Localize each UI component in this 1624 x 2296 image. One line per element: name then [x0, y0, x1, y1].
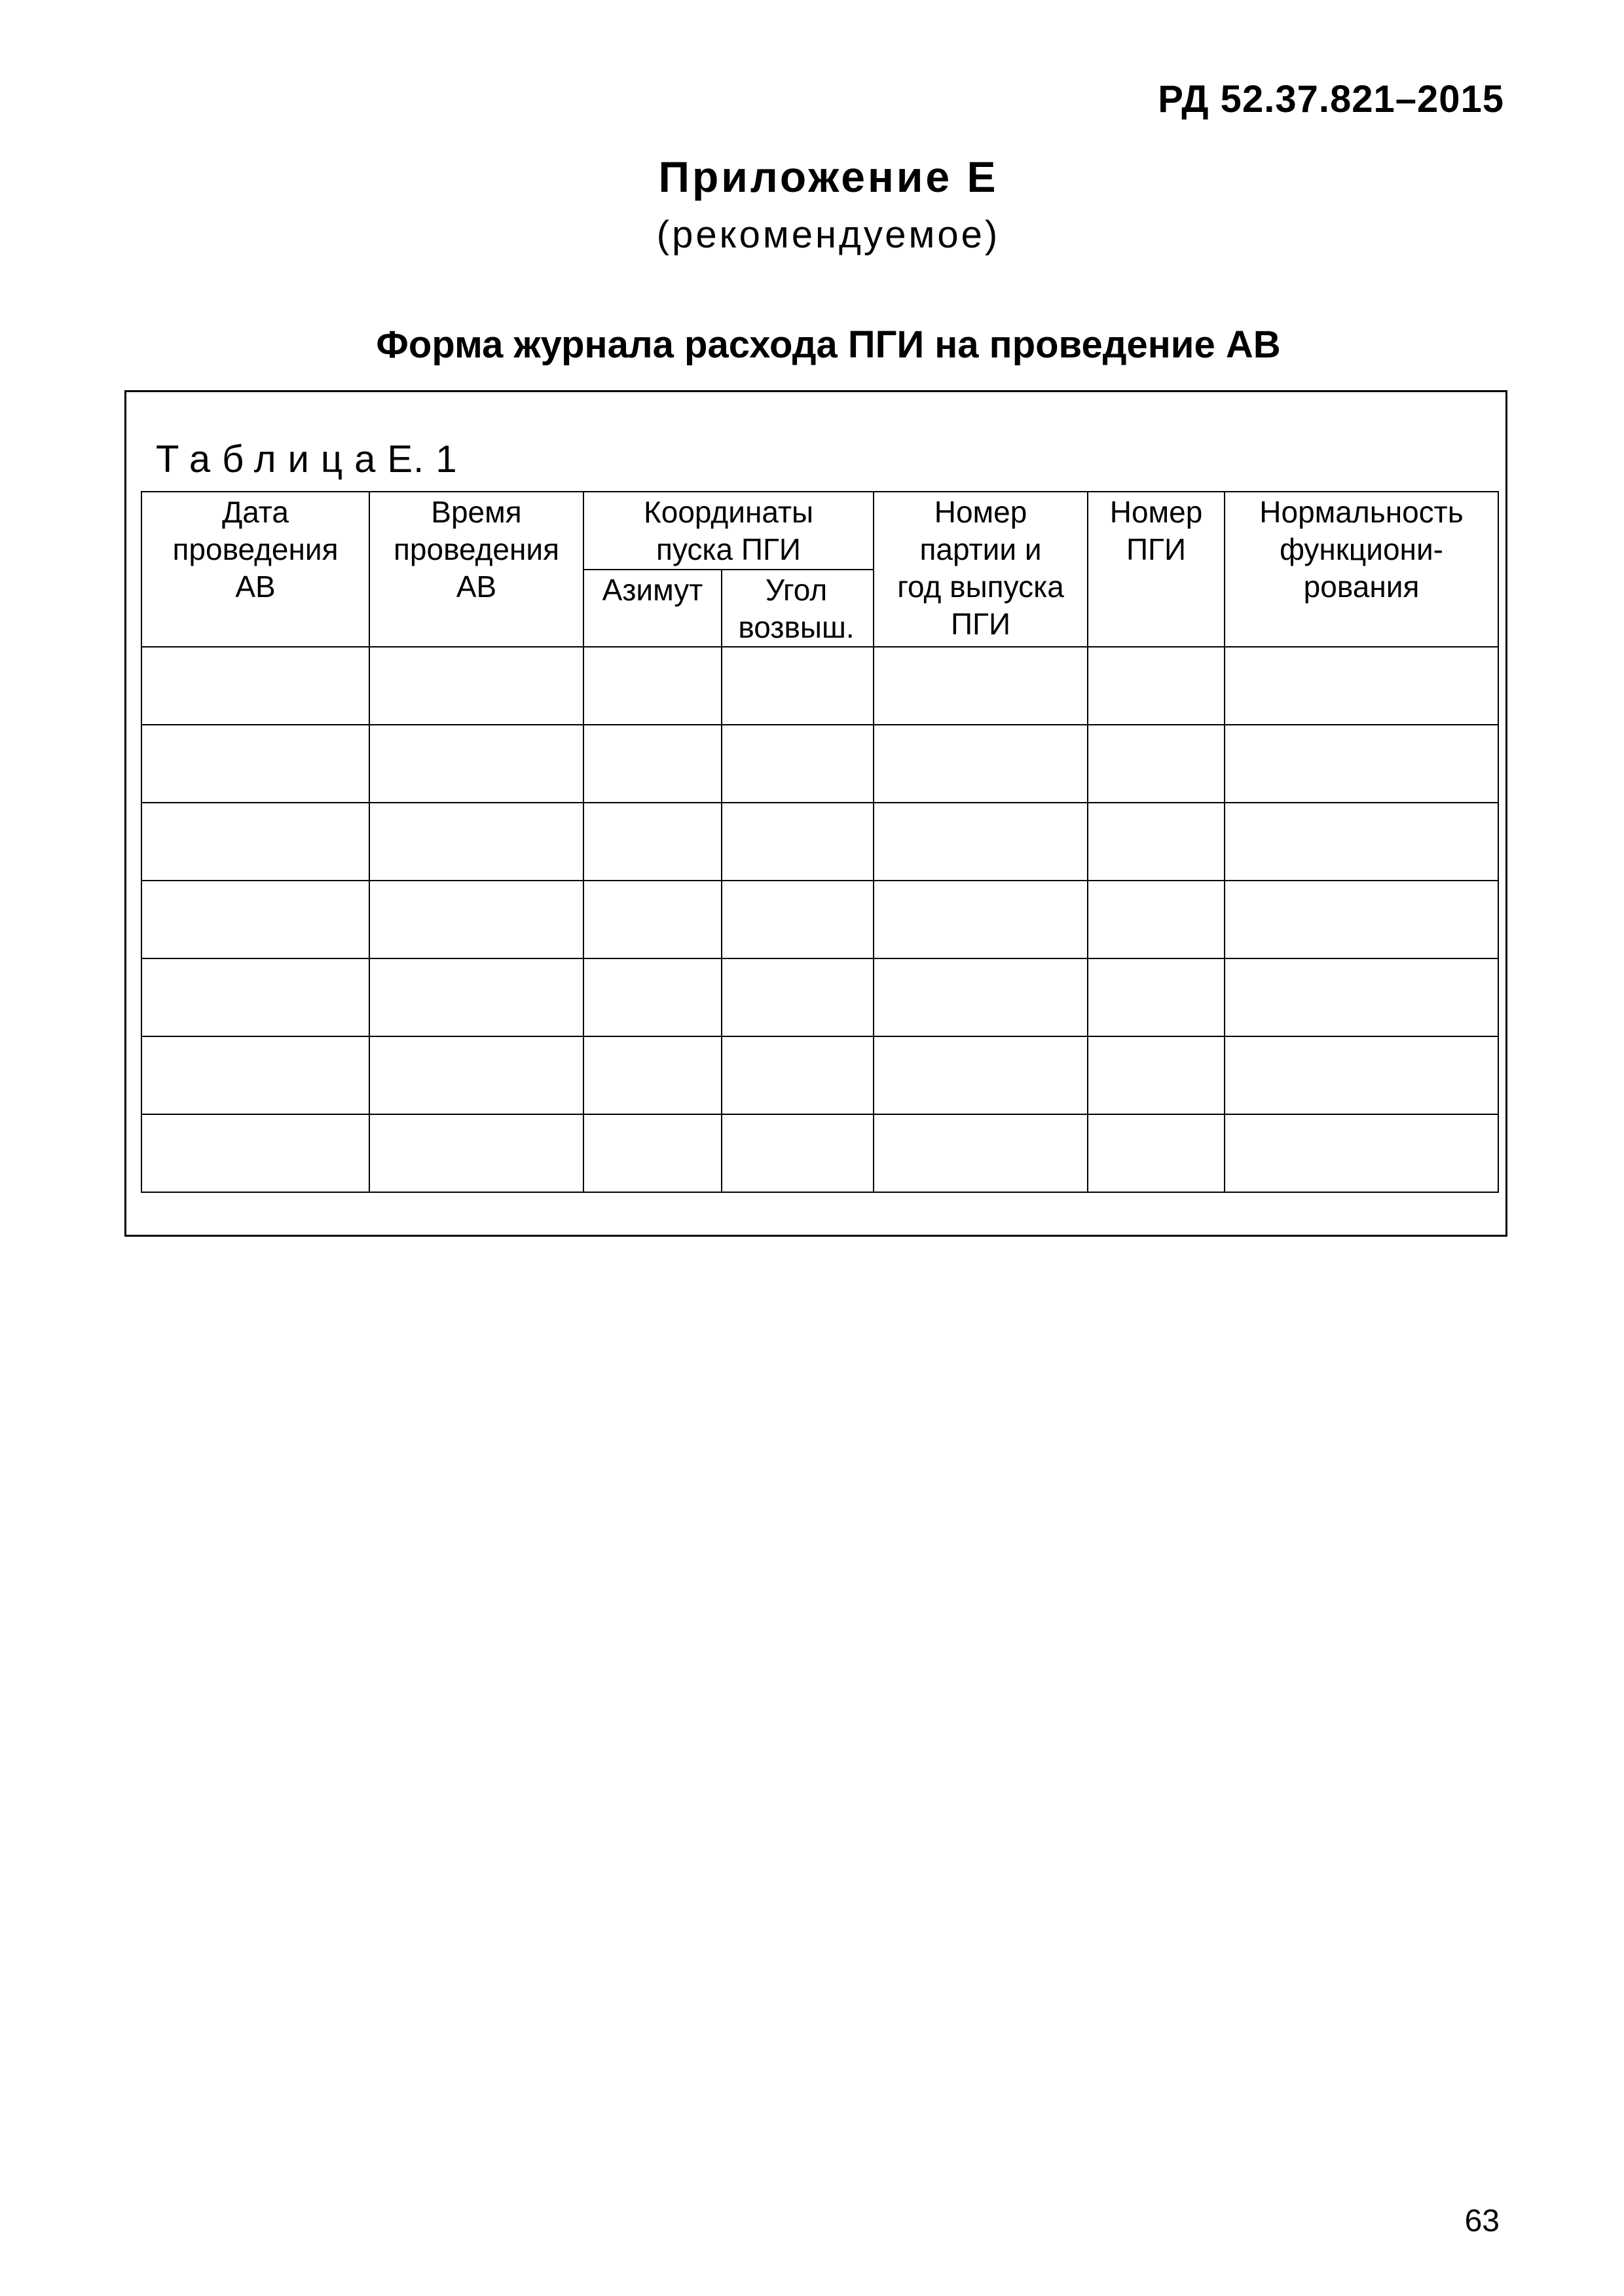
table-cell	[141, 647, 369, 725]
journal-table	[141, 491, 1499, 1193]
header-line: ПГИ	[950, 607, 1011, 641]
table-cell	[583, 1036, 722, 1114]
table-cell	[369, 958, 583, 1036]
table-cell	[874, 803, 1088, 881]
table-cell	[874, 958, 1088, 1036]
table-cell	[1225, 647, 1498, 725]
table-cell	[1088, 647, 1225, 725]
header-line: Нормальность	[1259, 495, 1464, 529]
header-line: проведения	[172, 532, 339, 566]
header-line: Координаты	[643, 495, 814, 529]
table-row	[141, 803, 1498, 881]
table-cell	[141, 958, 369, 1036]
table-cell	[1225, 725, 1498, 803]
table-cell	[583, 803, 722, 881]
header-line: Азимут	[602, 573, 703, 607]
document-code: РД 52.37.821–2015	[1158, 78, 1504, 120]
table-cell	[369, 1114, 583, 1192]
table-cell	[369, 803, 583, 881]
table-cell	[1088, 881, 1225, 958]
header-coordinates	[583, 492, 874, 570]
table-cell	[583, 647, 722, 725]
table-cell	[874, 647, 1088, 725]
table-cell	[722, 958, 874, 1036]
table-cell	[874, 1114, 1088, 1192]
header-line: АВ	[456, 570, 497, 604]
header-line: АВ	[235, 570, 276, 604]
table-row	[141, 725, 1498, 803]
table-cell	[1225, 881, 1498, 958]
table-cell	[369, 725, 583, 803]
table-cell	[722, 647, 874, 725]
table-cell	[1088, 1114, 1225, 1192]
header-line: партии и	[919, 532, 1042, 566]
header-line: Номер	[1109, 495, 1203, 529]
table-cell	[1088, 725, 1225, 803]
table-row	[141, 1114, 1498, 1192]
table-cell	[141, 1114, 369, 1192]
header-line: год выпуска	[897, 570, 1064, 604]
table-cell	[722, 1036, 874, 1114]
header-azimuth	[583, 570, 722, 647]
header-line: пуска ПГИ	[656, 532, 801, 566]
table-cell	[141, 803, 369, 881]
header-line: рования	[1303, 570, 1420, 604]
header-line: возвыш.	[738, 610, 855, 644]
table-cell	[141, 881, 369, 958]
table-cell	[722, 803, 874, 881]
table-header-row	[141, 492, 1498, 570]
table-cell	[583, 725, 722, 803]
table-cell	[722, 1114, 874, 1192]
table-cell	[1225, 803, 1498, 881]
table-cell	[722, 881, 874, 958]
table-row	[141, 1036, 1498, 1114]
table-cell	[141, 1036, 369, 1114]
header-line: ПГИ	[1126, 532, 1187, 566]
table-cell	[874, 725, 1088, 803]
header-time	[369, 492, 583, 647]
table-cell	[722, 725, 874, 803]
appendix-title: Приложение Е	[658, 153, 999, 201]
appendix-subtitle: (рекомендуемое)	[656, 213, 1001, 256]
table-caption-number: Е. 1	[387, 438, 458, 481]
table-cell	[874, 881, 1088, 958]
table-row	[141, 647, 1498, 725]
header-normality	[1225, 492, 1498, 647]
table-cell	[583, 1114, 722, 1192]
header-elevation	[722, 570, 874, 647]
table-cell	[583, 881, 722, 958]
table-cell	[874, 1036, 1088, 1114]
table-cell	[369, 881, 583, 958]
header-batch	[874, 492, 1088, 647]
header-line: Номер	[934, 495, 1027, 529]
table-cell	[369, 647, 583, 725]
table-cell	[1088, 803, 1225, 881]
table-row	[141, 958, 1498, 1036]
table-cell	[141, 725, 369, 803]
table-cell	[583, 958, 722, 1036]
header-line: Время	[431, 495, 522, 529]
table-caption	[156, 437, 458, 481]
table-cell	[1088, 958, 1225, 1036]
header-pgi-number	[1088, 492, 1225, 647]
table-cell	[1225, 958, 1498, 1036]
header-line: Дата	[222, 495, 289, 529]
header-line: Угол	[765, 573, 828, 607]
header-date	[141, 492, 369, 647]
form-title: Форма журнала расхода ПГИ на проведение АВ	[376, 323, 1281, 366]
table-row	[141, 881, 1498, 958]
table-cell	[1225, 1114, 1498, 1192]
table-cell	[1088, 1036, 1225, 1114]
header-line: проведения	[394, 532, 559, 566]
table-caption-word: Таблица	[156, 438, 388, 481]
table-cell	[1225, 1036, 1498, 1114]
header-line: функциони-	[1280, 532, 1443, 566]
page-number: 63	[1464, 2204, 1500, 2238]
table-cell	[369, 1036, 583, 1114]
